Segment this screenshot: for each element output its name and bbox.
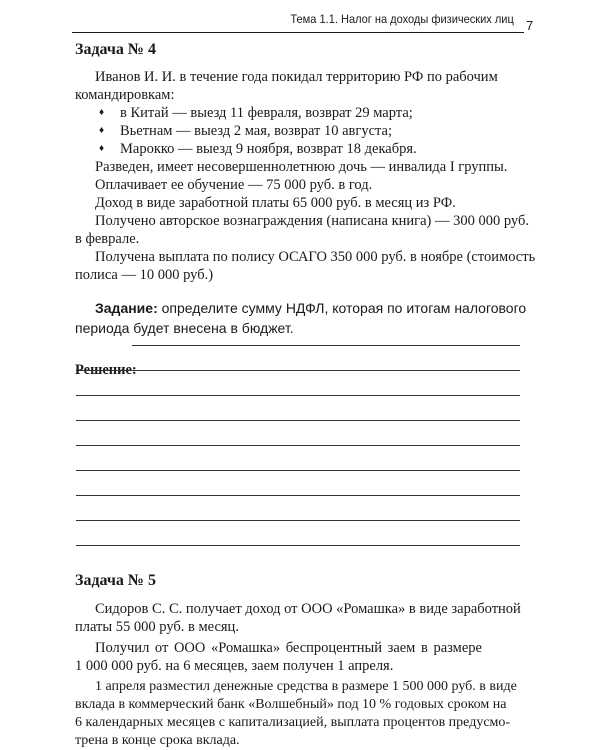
task4-intro-line2: командировкам: bbox=[75, 87, 175, 103]
answer-line[interactable] bbox=[76, 420, 520, 421]
answer-line[interactable] bbox=[76, 545, 520, 546]
task5-para3-line3: 6 календарных месяцев с капитализацией, выплата процентов предусмо- bbox=[75, 715, 511, 730]
task5-para2-line1: Получил от ООО «Ромашка» беспроцентный заем в размере bbox=[95, 640, 482, 656]
answer-line[interactable] bbox=[76, 520, 520, 521]
trip-list bbox=[75, 104, 527, 158]
page-content bbox=[75, 38, 536, 382]
answer-line[interactable] bbox=[76, 495, 520, 496]
bullet-icon: ♦ bbox=[99, 143, 105, 154]
task5-para1-line2: платы 55 000 руб. в месяц. bbox=[75, 619, 239, 635]
para-royalty-line1: Получено авторское вознаграждения (написана книга) — 300 000 руб. bbox=[95, 213, 529, 229]
assignment bbox=[75, 298, 527, 338]
answer-line[interactable] bbox=[76, 395, 520, 396]
task5-heading: Задача № 5 bbox=[75, 572, 156, 589]
task5-para3-line2: вклада в коммерческий банк «Волшебный» под 10 % годовых сроком на bbox=[75, 697, 507, 712]
task5-para3-line4: трена в конце срока вклада. bbox=[75, 733, 240, 748]
task4-intro-line1: Иванов И. И. в течение года покидал территорию РФ по рабочим bbox=[95, 69, 498, 85]
para-osago-line2: полиса — 10 000 руб.) bbox=[75, 267, 214, 283]
page-number: 7 bbox=[526, 18, 534, 33]
assignment-text-line1: определите сумму НДФЛ, которая по итогам налогового bbox=[157, 300, 527, 316]
solution-label: Решение: bbox=[75, 362, 137, 378]
header-title: Тема 1.1. Налог на доходы физических лиц bbox=[290, 12, 514, 26]
list-item: ♦ в Китай — выезд 11 февраля, возврат 29 марта; bbox=[99, 105, 413, 121]
para-royalty-line2: в феврале. bbox=[75, 231, 140, 247]
list-item: ♦ Вьетнам — выезд 2 мая, возврат 10 августа; bbox=[99, 123, 393, 139]
answer-line[interactable] bbox=[76, 470, 520, 471]
answer-line[interactable] bbox=[132, 345, 520, 346]
solution-row bbox=[75, 362, 527, 382]
running-header bbox=[72, 4, 524, 33]
assignment-label: Задание: bbox=[95, 300, 158, 316]
answer-line[interactable] bbox=[76, 445, 520, 446]
para-tuition: Оплачивает ее обучение — 75 000 руб. в год. bbox=[95, 177, 373, 193]
para-osago-line1: Получена выплата по полису ОСАГО 350 000 руб. в ноябре (стоимость bbox=[95, 249, 536, 265]
para-divorced: Разведен, имеет несовершеннолетнюю дочь — инвалида I группы. bbox=[95, 159, 508, 175]
bullet-icon: ♦ bbox=[99, 107, 105, 118]
para-salary: Доход в виде заработной платы 65 000 руб. в месяц из РФ. bbox=[95, 195, 456, 211]
task4-intro bbox=[75, 68, 527, 104]
task5-para2-line2: 1 000 000 руб. на 6 месяцев, заем получен 1 апреля. bbox=[75, 658, 394, 674]
task4-heading: Задача № 4 bbox=[75, 41, 156, 58]
bullet-icon: ♦ bbox=[99, 125, 105, 136]
answer-line[interactable] bbox=[76, 370, 520, 371]
task5-section bbox=[75, 571, 527, 750]
assignment-text-line2: периода будет внесена в бюджет. bbox=[75, 320, 294, 336]
task5-para1-line1: Сидоров С. С. получает доход от ООО «Ромашка» в виде заработной bbox=[95, 601, 521, 617]
list-item: ♦ Марокко — выезд 9 ноября, возврат 18 декабря. bbox=[99, 141, 417, 157]
task5-para3-line1: 1 апреля разместил денежные средства в размере 1 500 000 руб. в виде bbox=[95, 679, 517, 694]
